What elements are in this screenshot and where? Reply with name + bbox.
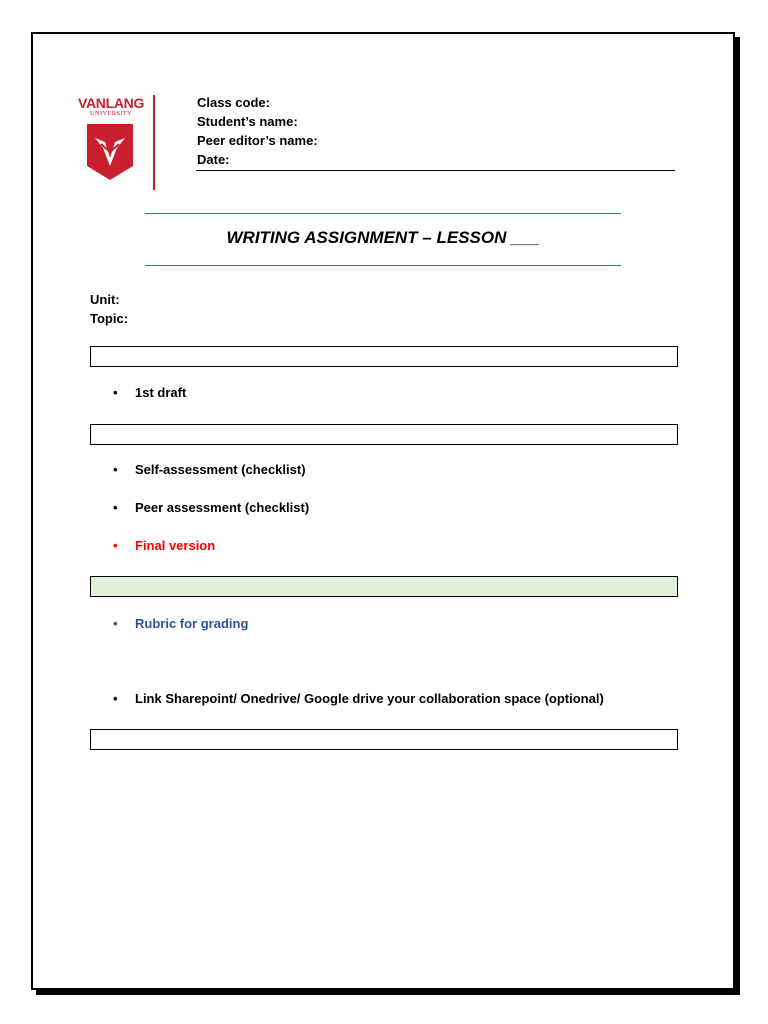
peer-editor-label: Peer editor’s name:	[197, 133, 318, 148]
title-top-rule	[145, 213, 621, 214]
peer-assessment-label: Peer assessment (checklist)	[135, 500, 310, 515]
title-bottom-rule	[145, 265, 621, 266]
bullet-icon: •	[113, 691, 118, 706]
list-item	[113, 385, 186, 400]
list-item	[113, 462, 306, 477]
unit-topic-block	[90, 290, 128, 328]
rubric-label: Rubric for grading	[135, 616, 249, 631]
logo-brand-text: VANLANG	[77, 95, 145, 111]
bullet-icon: •	[113, 462, 118, 477]
list-item	[113, 691, 604, 706]
first-draft-label: 1st draft	[135, 385, 187, 400]
bullet-icon: •	[113, 500, 118, 515]
section-divider-box	[90, 346, 678, 367]
list-item	[113, 538, 215, 553]
student-info-block	[197, 93, 318, 169]
student-name-label: Student’s name:	[197, 114, 298, 129]
bullet-icon: •	[113, 538, 118, 553]
list-item	[113, 616, 248, 631]
bullet-icon: •	[113, 616, 118, 631]
class-code-label: Class code:	[197, 95, 270, 110]
self-assessment-label: Self-assessment (checklist)	[135, 462, 306, 477]
section-divider-box	[90, 424, 678, 445]
page-title: WRITING ASSIGNMENT – LESSON ___	[226, 228, 540, 247]
logo-divider	[153, 95, 155, 190]
shield-icon	[85, 122, 135, 182]
section-divider-box	[90, 729, 678, 750]
final-version-label: Final version	[135, 538, 216, 553]
list-item	[113, 500, 309, 515]
university-logo	[72, 95, 162, 195]
section-divider-box-highlight	[90, 576, 678, 597]
link-collaboration-label: Link Sharepoint/ Onedrive/ Google drive your collaboration space (optional)	[135, 691, 604, 706]
topic-label: Topic:	[90, 311, 129, 326]
date-label: Date:	[197, 152, 230, 167]
bullet-icon: •	[113, 385, 118, 400]
info-underline	[196, 170, 675, 171]
logo-sub-text: UNIVERSITY	[90, 110, 132, 117]
unit-label: Unit:	[90, 292, 120, 307]
